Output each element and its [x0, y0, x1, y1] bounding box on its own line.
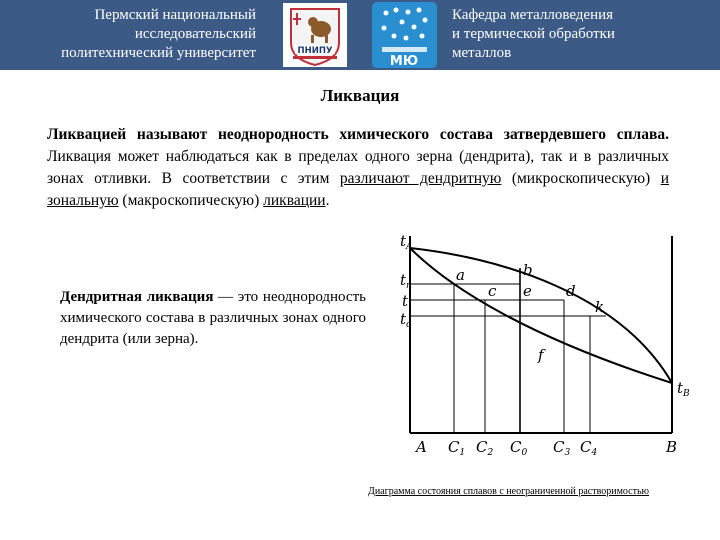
department-name: [452, 6, 712, 63]
mio-logo: [372, 2, 437, 68]
x-label-C3: $C_3$: [553, 438, 571, 458]
pnipu-logo: [283, 3, 347, 67]
department-line-3: металлов: [452, 45, 512, 61]
point-a: a: [456, 266, 465, 284]
y-label-t: t: [402, 292, 409, 310]
header-bar: [0, 0, 720, 70]
x-label-C0: $C_0$: [510, 438, 528, 458]
intro-underline-3: ликвации: [263, 192, 326, 209]
university-line-3: политехнический университет: [61, 45, 256, 61]
x-label-B: B: [666, 438, 678, 456]
department-line-1: Кафедра металловедения: [452, 7, 614, 23]
intro-underline-1: различают дендритную: [339, 170, 502, 187]
x-label-C1: $C_1$: [448, 438, 466, 458]
definition-term: Дендритная ликвация: [60, 289, 214, 305]
x-label-C4: $C_4$: [580, 438, 598, 458]
point-b: b: [523, 261, 533, 279]
intro-text-1: Ликвация может наблюдаться как в пределах одного зерна (дендрита), так и в различных зонах отливки. В соответствии с этим: [47, 148, 669, 187]
intro-text-4: .: [325, 192, 330, 209]
department-line-2: и термической обработки: [452, 26, 615, 42]
y-label-tB: $t_B$: [677, 379, 690, 399]
university-name: [0, 6, 256, 63]
phase-diagram: [390, 228, 720, 460]
intro-paragraph: [47, 124, 669, 212]
x-label-C2: $C_2$: [476, 438, 494, 458]
university-line-2: исследовательский: [134, 26, 256, 42]
logo1-text: ПНИПУ: [297, 46, 333, 56]
point-k: k: [595, 298, 605, 316]
logo2-text: МЮ: [389, 54, 419, 68]
y-label-tn: $t_n$: [400, 271, 412, 291]
intro-text-3: (макроскопическую): [118, 192, 264, 209]
slide-title: Ликвация: [320, 86, 400, 105]
y-label-tc: $t_c$: [400, 310, 412, 330]
university-line-1: Пермский национальный: [94, 7, 256, 23]
y-label-tA: $t_A$: [400, 232, 413, 252]
point-d: d: [566, 282, 576, 300]
point-f: f: [538, 346, 544, 364]
dendritic-definition: [60, 287, 366, 350]
intro-underline-2: и зональную: [47, 170, 669, 209]
intro-bold-definition: Ликвацией называют неоднородность химического состава затвердевшего сплава.: [47, 126, 669, 143]
diagram-caption: Диаграмма состояния сплавов с неограниченной растворимостью: [368, 486, 650, 497]
point-c: c: [488, 282, 497, 300]
point-e: e: [523, 282, 532, 300]
x-label-A: A: [416, 438, 427, 456]
intro-text-2: (микроскопическую): [501, 170, 661, 187]
definition-text: — это неоднородность химического состава в различных зонах одного дендрита (или зерна).: [60, 289, 366, 347]
